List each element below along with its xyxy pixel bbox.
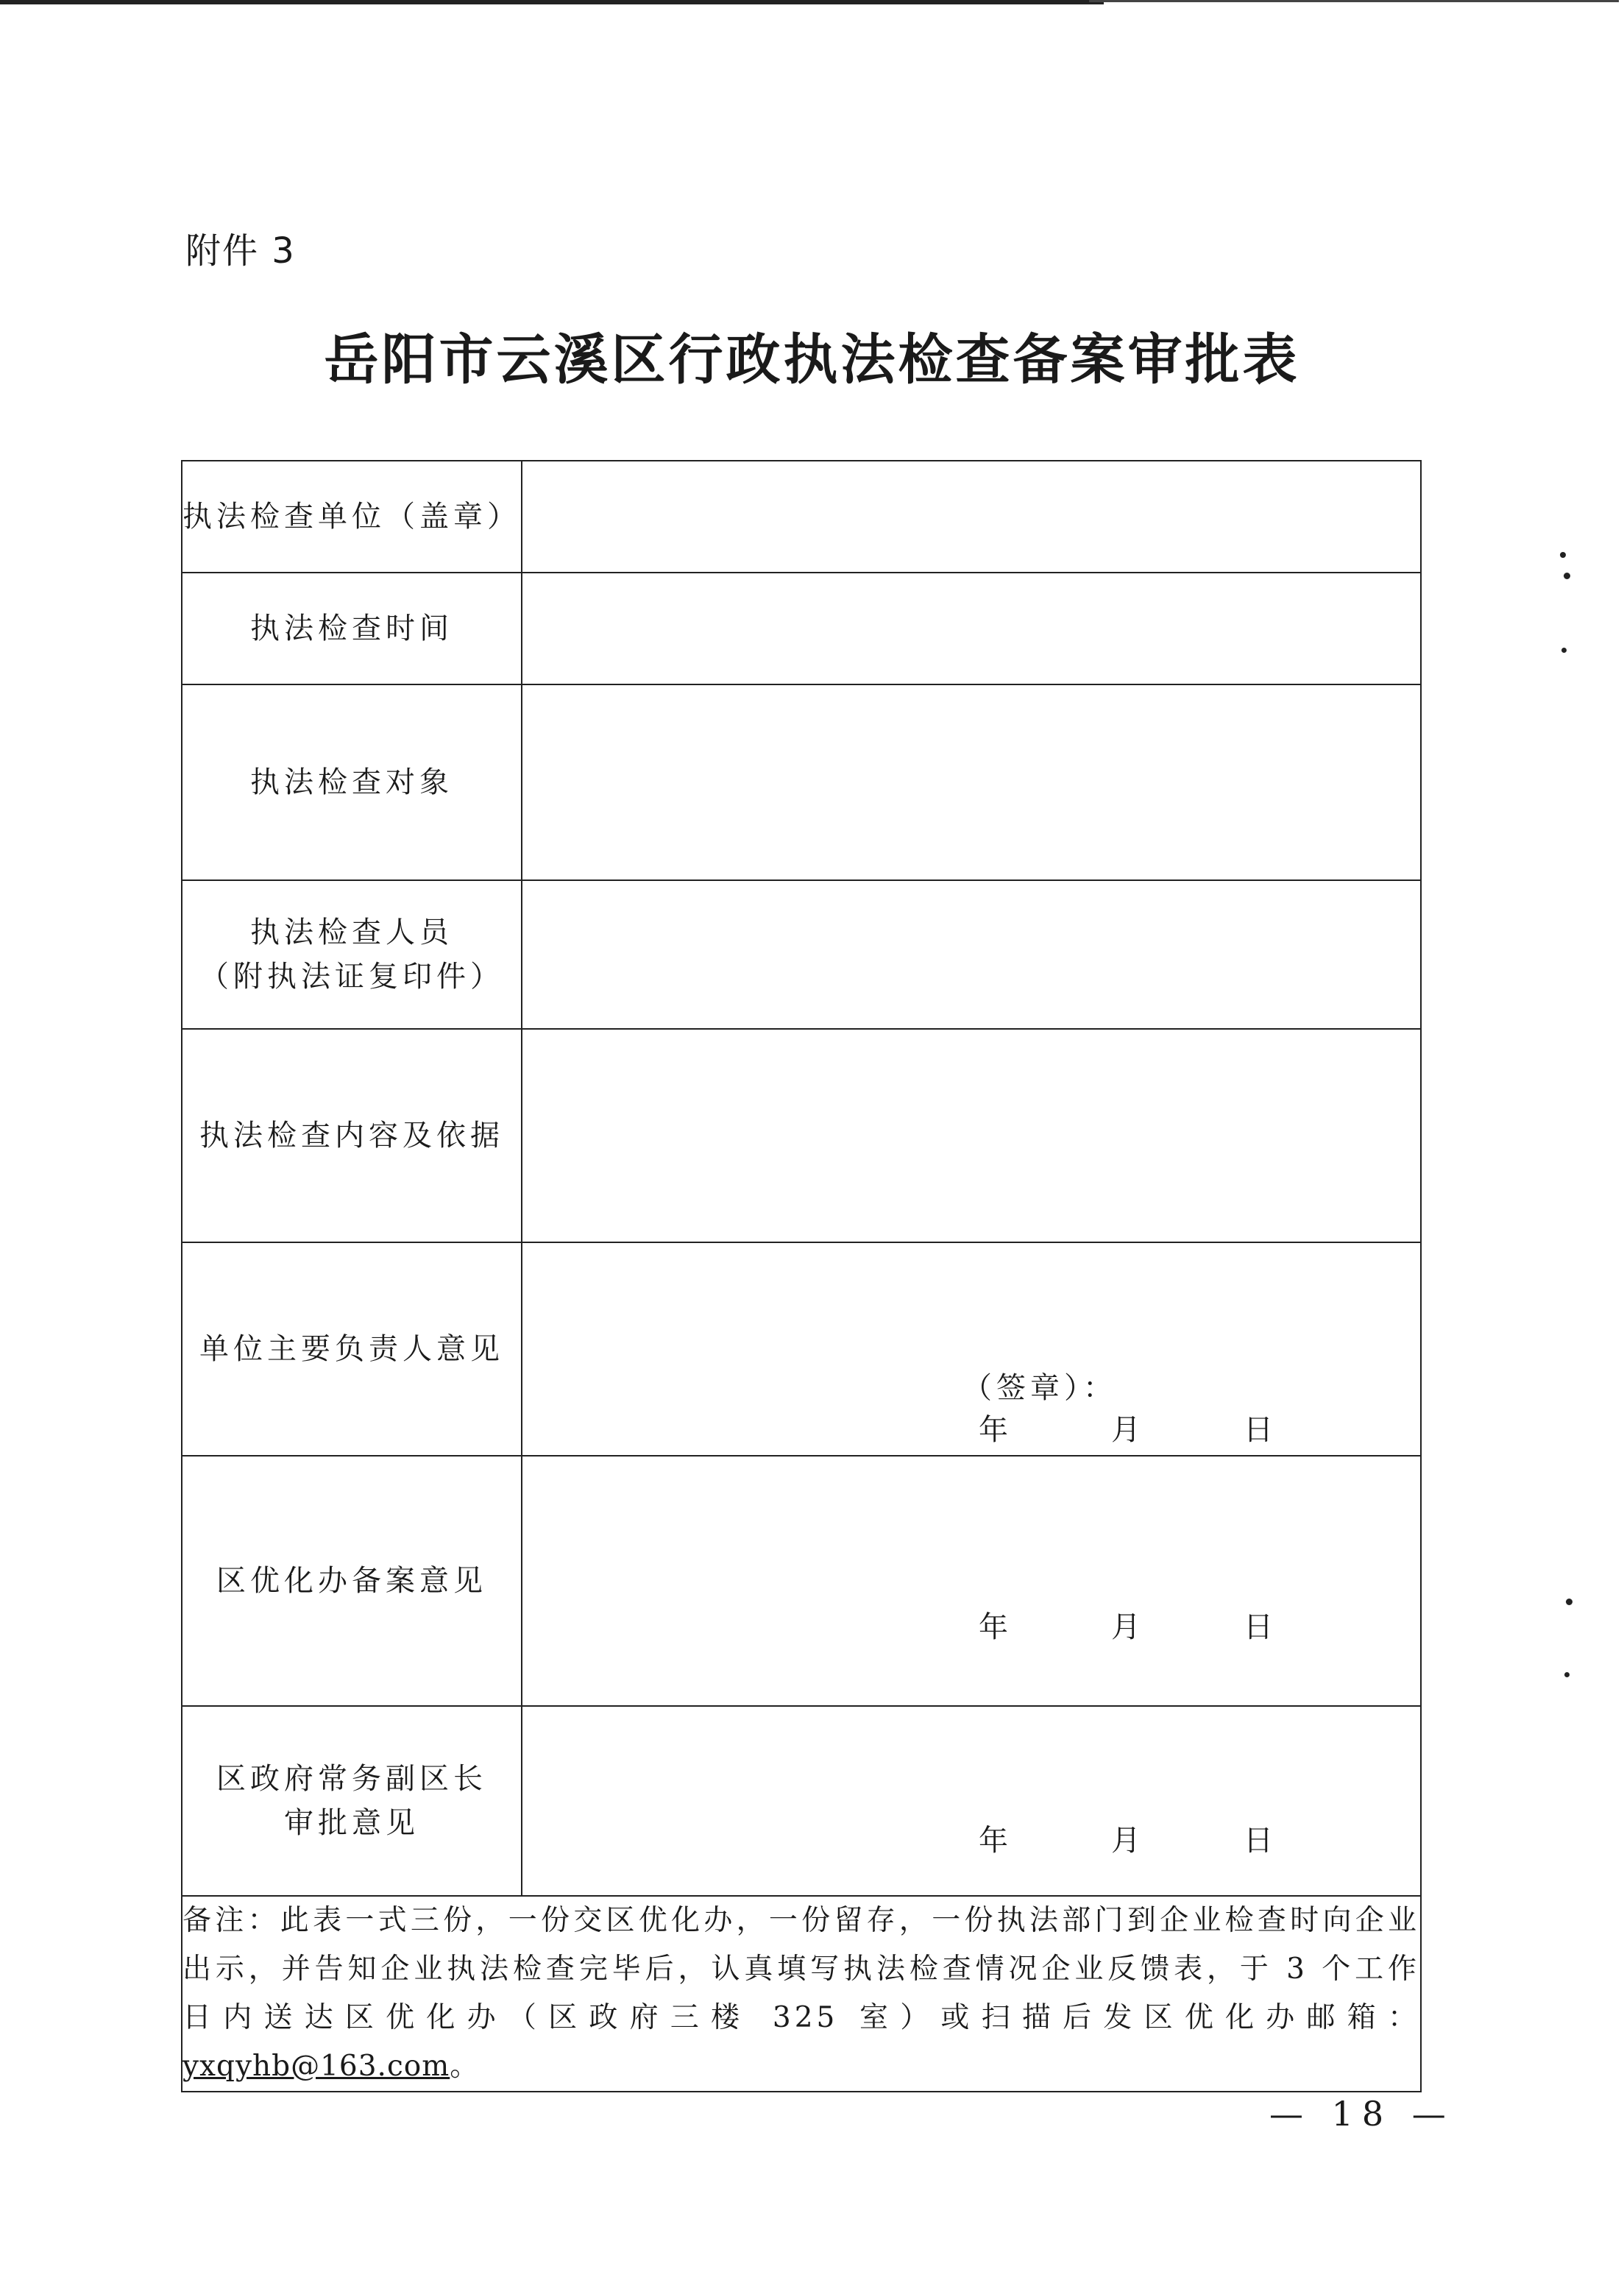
label-deputy-head-approval-line2: 审批意见 [284, 1806, 419, 1840]
email-address: yxqyhb@163.com [182, 2050, 450, 2083]
field-unit-leader-opinion[interactable] [522, 1242, 1421, 1456]
label-inspection-staff-line1: 执法检查人员 [250, 916, 453, 949]
field-inspection-time[interactable] [522, 573, 1421, 684]
label-inspection-time: 执法检查时间 [182, 573, 522, 684]
form-row-inspection-staff [182, 880, 1421, 1029]
label-deputy-head-approval-line1: 区政府常务副区长 [216, 1762, 487, 1796]
page-number: — 18 — [1269, 2094, 1455, 2134]
field-inspection-target[interactable] [522, 684, 1421, 880]
form-row-inspection-target [182, 684, 1421, 880]
scan-speck [1564, 573, 1570, 579]
day-label: 日 [1244, 1824, 1273, 1858]
attachment-label: 附件 3 [185, 230, 296, 272]
day-label: 日 [1244, 1413, 1273, 1447]
scan-speck [1561, 648, 1567, 653]
approval-form-table [181, 460, 1422, 2092]
label-optimization-office-opinion: 区优化办备案意见 [182, 1456, 522, 1706]
document-title: 岳阳市云溪区行政执法检查备案审批表 [324, 328, 1300, 392]
label-inspection-staff [182, 880, 522, 1029]
year-label: 年 [979, 1610, 1008, 1644]
label-deputy-head-approval [182, 1706, 522, 1896]
signature-label: （签章）： [962, 1371, 1117, 1405]
label-inspection-staff-line2: （附执法证复印件） [199, 960, 504, 994]
label-inspection-content: 执法检查内容及依据 [182, 1029, 522, 1242]
label-unit-leader-opinion: 单位主要负责人意见 [182, 1242, 522, 1456]
year-label: 年 [979, 1413, 1008, 1447]
form-row-optimization-office-opinion [182, 1456, 1421, 1706]
field-inspection-staff[interactable] [522, 880, 1421, 1029]
scan-speck [1560, 552, 1566, 558]
form-row-deputy-head-approval [182, 1706, 1421, 1896]
form-row-inspection-unit [182, 461, 1421, 573]
remarks-text: 备注：此表一式三份，一份交区优化办，一份留存，一份执法部门到企业检查时向企业出示，并告知企业执法检查完毕后，认真填写执法检查情况企业反馈表，于 3 个工作日内送达区优化办（区政府三楼 325 室）或扫描后发区优化办邮箱： [182, 1904, 1420, 2034]
top-border-line-right [1089, 0, 1619, 2]
month-label: 月 [1111, 1610, 1141, 1644]
field-deputy-head-approval[interactable] [522, 1706, 1421, 1896]
year-label: 年 [979, 1824, 1008, 1858]
month-label: 月 [1111, 1413, 1141, 1447]
top-border-line [0, 0, 1104, 4]
label-inspection-target: 执法检查对象 [182, 684, 522, 880]
remarks-note [182, 1896, 1421, 2092]
form-row-note [182, 1896, 1421, 2092]
form-row-inspection-content [182, 1029, 1421, 1242]
remarks-end: 。 [450, 2050, 483, 2083]
form-row-inspection-time [182, 573, 1421, 684]
day-label: 日 [1244, 1610, 1273, 1644]
field-inspection-unit[interactable] [522, 461, 1421, 573]
scan-speck [1564, 1672, 1570, 1677]
field-optimization-office-opinion[interactable] [522, 1456, 1421, 1706]
scan-speck [1566, 1599, 1572, 1605]
form-row-unit-leader-opinion [182, 1242, 1421, 1456]
month-label: 月 [1111, 1824, 1141, 1858]
label-inspection-unit: 执法检查单位（盖章） [182, 461, 522, 573]
field-inspection-content[interactable] [522, 1029, 1421, 1242]
